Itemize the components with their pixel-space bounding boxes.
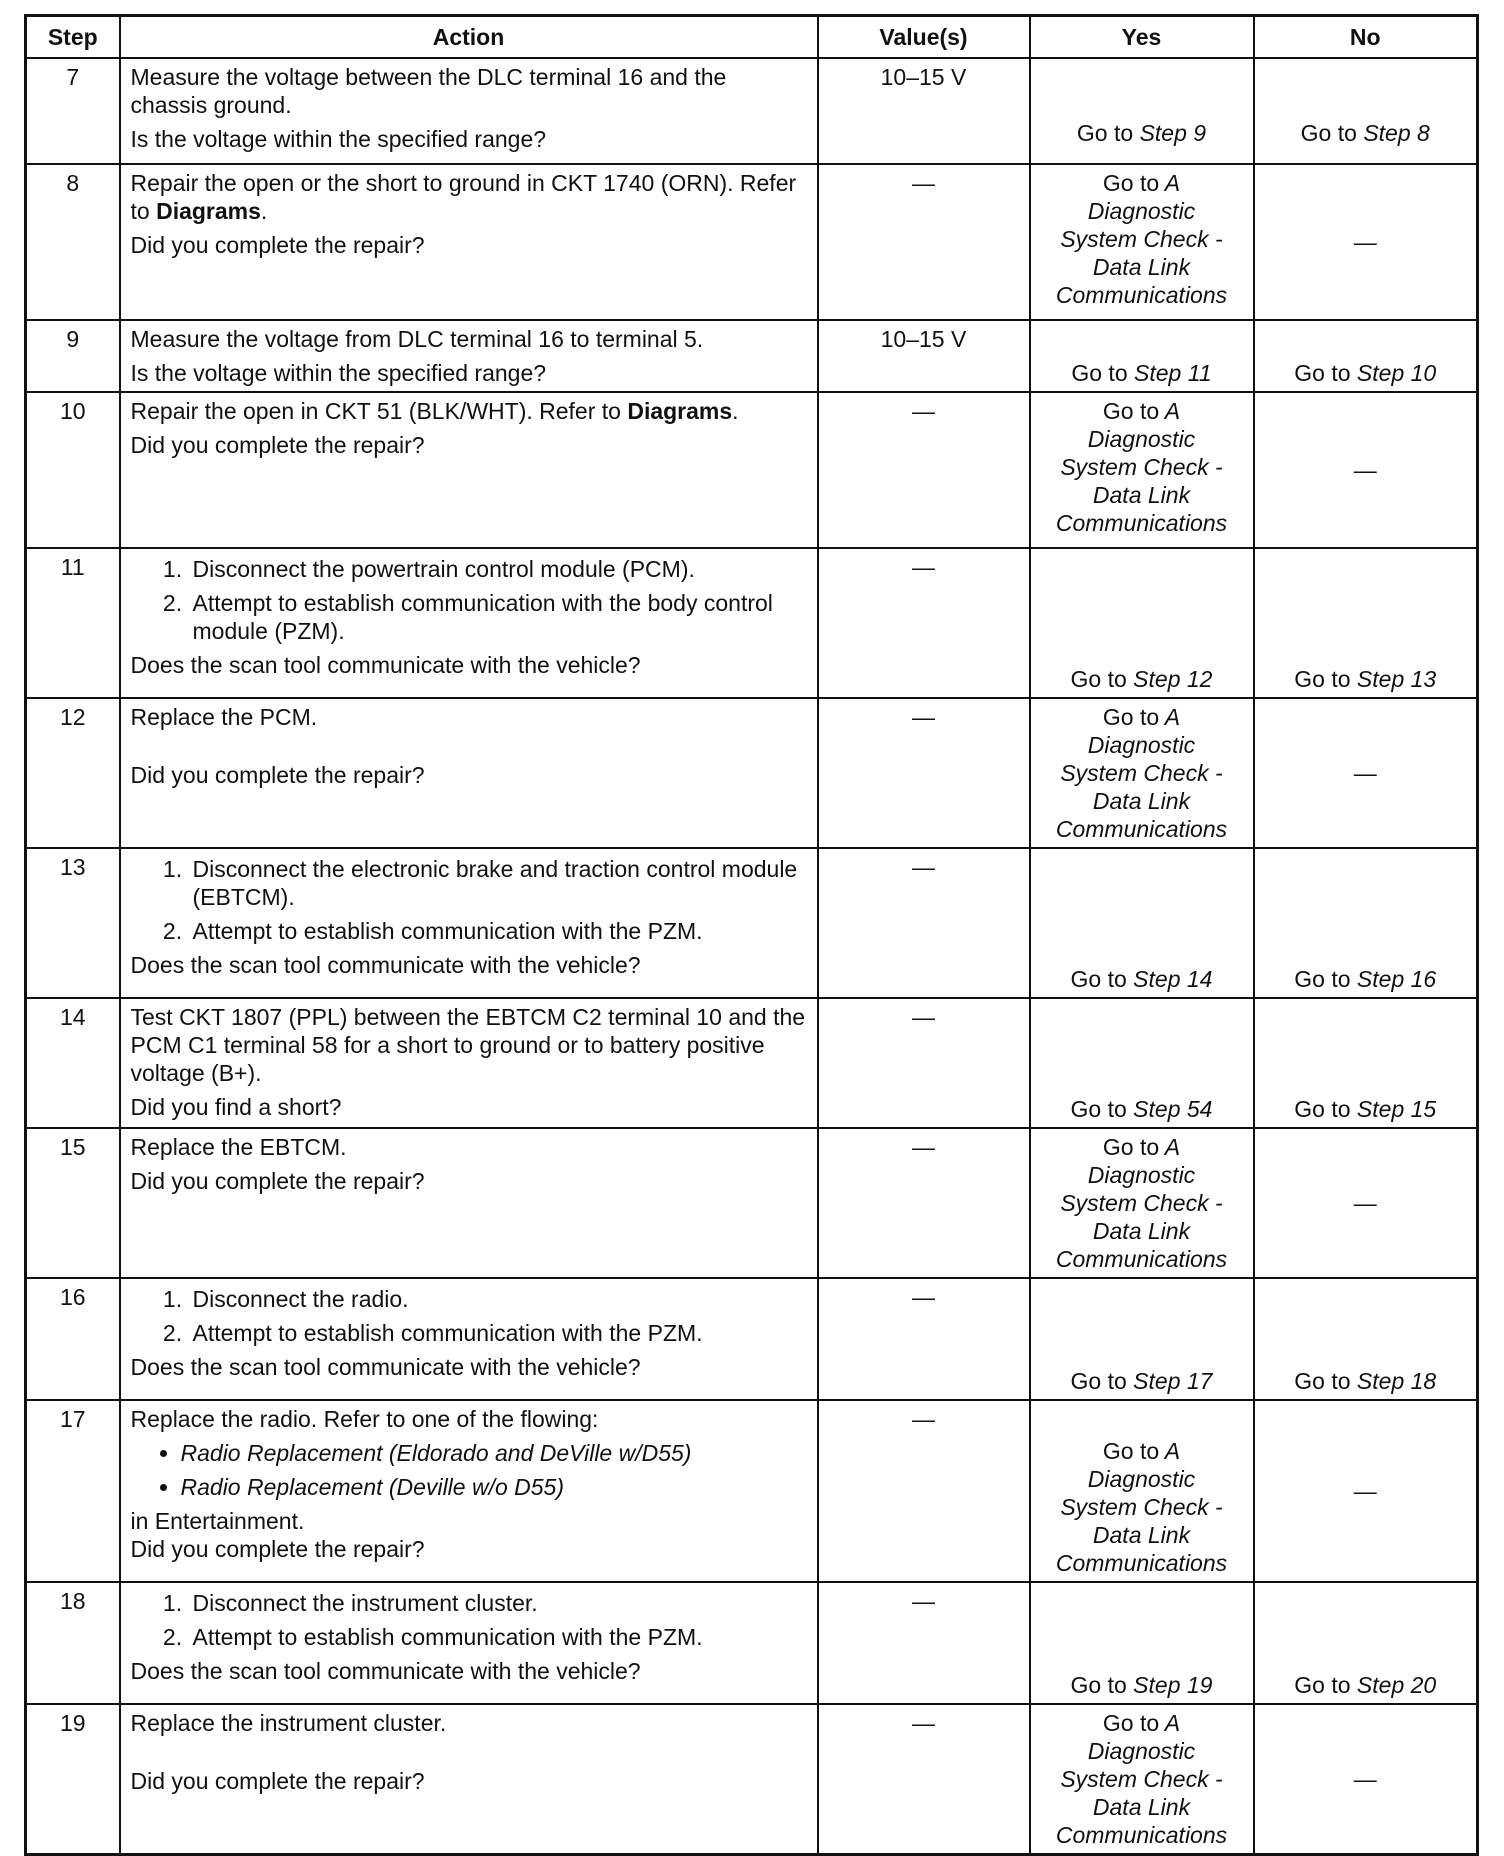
goto-link[interactable]: Go to Step 14 (1070, 965, 1213, 992)
table-row (26, 848, 1478, 998)
action-cell (120, 58, 818, 164)
step-number: 19 (26, 1704, 120, 1855)
action-text: Replace the radio. Refer to one of the flowing: (130, 1405, 599, 1432)
sub-step: 1. Disconnect the radio. (189, 1285, 807, 1313)
no-cell (1254, 548, 1478, 698)
value-cell: — (818, 848, 1030, 998)
step-number: 15 (26, 1128, 120, 1278)
goto-link[interactable]: Go to Step 13 (1294, 665, 1437, 692)
action-question: Is the voltage within the specified range? (130, 359, 547, 386)
action-cell (120, 698, 818, 848)
diagrams-link[interactable]: Diagrams (156, 197, 261, 224)
table-row (26, 164, 1478, 320)
value-cell: — (818, 698, 1030, 848)
sub-steps (131, 1589, 807, 1651)
goto-link[interactable]: Go to Step 16 (1294, 965, 1437, 992)
step-number: 10 (26, 392, 120, 548)
action-question: Is the voltage within the specified range? (130, 125, 547, 152)
yes-cell (1030, 1582, 1254, 1704)
diagnostic-table (24, 14, 1479, 1856)
header-values: Value(s) (818, 16, 1030, 58)
sub-step: 2. Attempt to establish communication with the PZM. (189, 1319, 807, 1347)
action-text: Measure the voltage from DLC terminal 16 to terminal 5. (130, 325, 704, 352)
sub-steps (131, 555, 807, 645)
diagnostic-document (24, 14, 1476, 1856)
value-cell: — (818, 548, 1030, 698)
step-number: 9 (26, 320, 120, 392)
no-cell: — (1254, 1128, 1478, 1278)
step-number: 8 (26, 164, 120, 320)
table-row (26, 58, 1478, 164)
header-row (26, 16, 1478, 58)
no-cell (1254, 998, 1478, 1128)
action-text: Measure the voltage between the DLC terminal 16 and the chassis ground. (130, 63, 727, 118)
table-row (26, 1400, 1478, 1582)
diagnostic-system-check-link[interactable]: Go to A Diagnostic System Check - Data Link Communications (1055, 1133, 1228, 1272)
no-cell: — (1254, 1704, 1478, 1855)
action-cell (120, 548, 818, 698)
goto-link[interactable]: Go to Step 11 (1071, 359, 1212, 386)
action-question: Does the scan tool communicate with the vehicle? (130, 1657, 641, 1684)
action-cell (120, 164, 818, 320)
action-text: Repair the open in CKT 51 (BLK/WHT). Refer to Diagrams. (130, 397, 739, 424)
table-row (26, 1128, 1478, 1278)
step-number: 12 (26, 698, 120, 848)
value-cell: 10–15 V (818, 320, 1030, 392)
header-yes: Yes (1030, 16, 1254, 58)
step-number: 11 (26, 548, 120, 698)
action-question: Does the scan tool communicate with the vehicle? (130, 1353, 641, 1380)
value-cell: — (818, 392, 1030, 548)
sub-step: 1. Disconnect the electronic brake and traction control module (EBTCM). (189, 855, 807, 911)
sub-step: 2. Attempt to establish communication with the PZM. (189, 917, 807, 945)
sub-step: 1. Disconnect the instrument cluster. (189, 1589, 807, 1617)
header-no: No (1254, 16, 1478, 58)
header-step: Step (26, 16, 120, 58)
value-cell: — (818, 1128, 1030, 1278)
goto-link[interactable]: Go to Step 19 (1070, 1671, 1213, 1698)
yes-cell (1030, 848, 1254, 998)
yes-cell (1030, 1400, 1254, 1582)
action-cell (120, 320, 818, 392)
action-cell (120, 1704, 818, 1855)
action-text: Replace the instrument cluster. (130, 1709, 447, 1736)
step-number: 17 (26, 1400, 120, 1582)
action-cell (120, 1128, 818, 1278)
goto-link[interactable]: Go to Step 12 (1070, 665, 1213, 692)
radio-replacement-link[interactable]: • Radio Replacement (Deville w/o D55) (181, 1473, 807, 1501)
sub-step: 1. Disconnect the powertrain control module (PCM). (189, 555, 807, 583)
sub-steps (131, 855, 807, 945)
goto-link[interactable]: Go to Step 9 (1076, 119, 1207, 146)
action-cell (120, 998, 818, 1128)
yes-cell (1030, 1128, 1254, 1278)
reference-list (131, 1439, 807, 1501)
no-cell (1254, 1278, 1478, 1400)
yes-cell (1030, 998, 1254, 1128)
value-cell: — (818, 1278, 1030, 1400)
goto-link[interactable]: Go to Step 17 (1070, 1367, 1213, 1394)
no-cell (1254, 848, 1478, 998)
diagnostic-system-check-link[interactable]: Go to A Diagnostic System Check - Data Link Communications (1055, 1437, 1228, 1576)
action-question: Did you complete the repair? (130, 231, 425, 258)
diagnostic-system-check-link[interactable]: Go to A Diagnostic System Check - Data Link Communications (1055, 1709, 1228, 1848)
yes-cell (1030, 548, 1254, 698)
sub-steps (131, 1285, 807, 1347)
no-cell (1254, 1582, 1478, 1704)
value-cell: — (818, 1400, 1030, 1582)
step-number: 7 (26, 58, 120, 164)
action-question: Did you complete the repair? (130, 1167, 425, 1194)
diagrams-link[interactable]: Diagrams (627, 397, 733, 424)
value-cell: — (818, 164, 1030, 320)
goto-link[interactable]: Go to Step 18 (1294, 1367, 1437, 1394)
diagnostic-system-check-link[interactable]: Go to A Diagnostic System Check - Data Link Communications (1055, 703, 1228, 842)
yes-cell (1030, 58, 1254, 164)
radio-replacement-link[interactable]: • Radio Replacement (Eldorado and DeVille w/D55) (181, 1439, 807, 1467)
no-cell: — (1254, 1400, 1478, 1582)
yes-cell (1030, 392, 1254, 548)
goto-link[interactable]: Go to Step 10 (1294, 359, 1437, 386)
step-number: 16 (26, 1278, 120, 1400)
table-row (26, 1704, 1478, 1855)
yes-cell (1030, 320, 1254, 392)
action-question: Does the scan tool communicate with the vehicle? (130, 951, 641, 978)
action-question: Does the scan tool communicate with the vehicle? (130, 651, 641, 678)
goto-link[interactable]: Go to Step 8 (1300, 119, 1430, 146)
action-question: Did you complete the repair? (130, 431, 425, 458)
header-action: Action (120, 16, 818, 58)
table-row (26, 392, 1478, 548)
action-text: Repair the open or the short to ground in CKT 1740 (ORN). Refer to Diagrams. (130, 169, 797, 224)
value-cell: — (818, 998, 1030, 1128)
table-row (26, 698, 1478, 848)
step-number: 18 (26, 1582, 120, 1704)
goto-link[interactable]: Go to Step 54 (1070, 1095, 1213, 1122)
diagnostic-system-check-link[interactable]: Go to A Diagnostic System Check - Data Link Communications (1055, 169, 1228, 308)
value-cell: — (818, 1582, 1030, 1704)
action-question: Did you complete the repair? (130, 1535, 425, 1562)
yes-cell (1030, 164, 1254, 320)
yes-cell (1030, 1704, 1254, 1855)
table-row (26, 1278, 1478, 1400)
table-row (26, 1582, 1478, 1704)
action-cell (120, 848, 818, 998)
action-text: Replace the PCM. (130, 703, 318, 730)
goto-link[interactable]: Go to Step 20 (1294, 1671, 1437, 1698)
no-cell (1254, 58, 1478, 164)
no-cell: — (1254, 392, 1478, 548)
no-cell (1254, 320, 1478, 392)
step-number: 14 (26, 998, 120, 1128)
action-text: Test CKT 1807 (PPL) between the EBTCM C2 terminal 10 and the PCM C1 terminal 58 for a short to ground or to battery positive voltage (B+). (130, 1003, 806, 1086)
sub-step: 2. Attempt to establish communication with the PZM. (189, 1623, 807, 1651)
step-number: 13 (26, 848, 120, 998)
action-cell (120, 1582, 818, 1704)
action-question: Did you find a short? (130, 1093, 342, 1120)
no-cell: — (1254, 164, 1478, 320)
diagnostic-system-check-link[interactable]: Go to A Diagnostic System Check - Data Link Communications (1055, 397, 1228, 536)
yes-cell (1030, 698, 1254, 848)
action-question: Did you complete the repair? (130, 761, 425, 788)
table-row (26, 320, 1478, 392)
yes-cell (1030, 1278, 1254, 1400)
action-cell (120, 1278, 818, 1400)
value-cell: — (818, 1704, 1030, 1855)
action-cell (120, 1400, 818, 1582)
sub-step: 2. Attempt to establish communication with the body control module (PZM). (189, 589, 807, 645)
action-text-after: in Entertainment. (130, 1507, 305, 1534)
action-text: Replace the EBTCM. (130, 1133, 347, 1160)
value-cell: 10–15 V (818, 58, 1030, 164)
action-question: Did you complete the repair? (130, 1767, 425, 1794)
no-cell: — (1254, 698, 1478, 848)
goto-link[interactable]: Go to Step 15 (1294, 1095, 1437, 1122)
table-row (26, 998, 1478, 1128)
table-row (26, 548, 1478, 698)
action-cell (120, 392, 818, 548)
